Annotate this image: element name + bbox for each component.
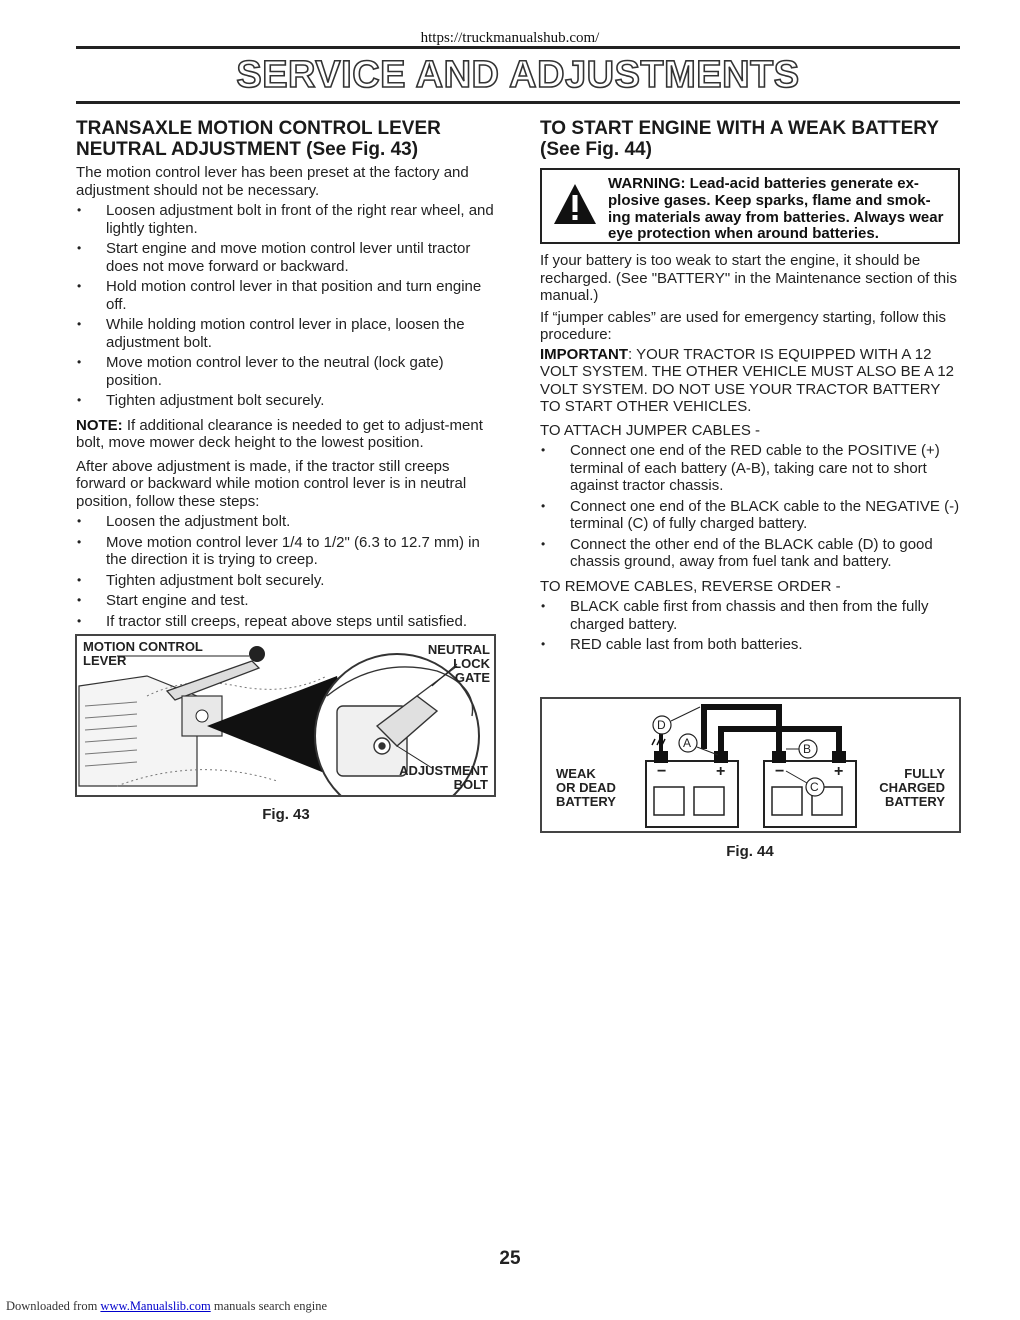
footer-suffix: manuals search engine [210, 1299, 327, 1313]
creep-steps [76, 513, 496, 630]
list-item: • Move motion control lever 1/4 to 1/2" (6.3 to 12.7 mm) in the direction it is trying to creep. [76, 534, 496, 569]
list-item: • Start engine and move motion control lever until tractor does not move forward or backward. [76, 240, 496, 275]
creep-paragraph: After above adjustment is made, if the tractor still creeps forward or backward while motion control lever is in neutral position, follow these steps: [76, 457, 467, 510]
figure-43 [75, 634, 496, 797]
note-label: NOTE: [76, 416, 123, 434]
intro-paragraph: The motion control lever has been preset at the factory and adjustment should not be necessary. [76, 164, 469, 199]
label-lever: LEVER [83, 653, 127, 668]
page-title: SERVICE AND ADJUSTMENTS [236, 54, 800, 96]
remove-steps [540, 598, 960, 654]
note-text: If additional clearance is needed to get to adjust-ment bolt, move mower deck height to the lowest position. [76, 416, 483, 451]
footer-prefix: Downloaded from [6, 1299, 101, 1313]
battery-heading-line2: (See Fig. 44) [540, 139, 652, 160]
list-item: • Start engine and test. [76, 592, 496, 610]
manualslib-link[interactable]: www.Manualslib.com [100, 1299, 211, 1313]
important-paragraph [540, 346, 960, 416]
list-item: • Hold motion control lever in that position and turn engine off. [76, 278, 496, 313]
important-label: IMPORTANT [540, 345, 629, 363]
full-battery-minus: − [775, 763, 785, 780]
fig44-caption: Fig. 44 [726, 843, 774, 860]
label-motion-control: MOTION CONTROL [83, 639, 203, 654]
footer [6, 1299, 327, 1314]
remove-heading: TO REMOVE CABLES, REVERSE ORDER - [540, 577, 841, 595]
page-number: 25 [499, 1248, 521, 1269]
adjustment-steps [76, 202, 496, 410]
weak-battery-plus: + [716, 763, 726, 780]
callout-a: A [683, 736, 692, 750]
warning-text: WARNING: Lead-acid batteries generate ex-plosive gases. Keep sparks, flame and smok-ing materials away from batteries. Always wear eye protection when around batteries. [608, 175, 944, 243]
label-neutral: NEUTRAL [427, 642, 490, 657]
left-column [76, 118, 496, 633]
recharge-paragraph: If your battery is too weak to start the engine, it should be recharged. (See "BATTERY" in the Maintenance section of this manual.) [540, 252, 957, 304]
label-full-battery: BATTERY [885, 794, 945, 809]
list-item: • If tractor still creeps, repeat above steps until satisfied. [76, 613, 496, 631]
section-heading-line2: NEUTRAL ADJUSTMENT (See Fig. 43) [76, 139, 419, 160]
attach-steps [540, 442, 960, 571]
warning-box [540, 168, 960, 244]
label-weak: WEAK [556, 766, 596, 781]
note-paragraph [76, 417, 496, 452]
full-battery-plus: + [834, 763, 844, 780]
label-fully: FULLY [904, 766, 945, 781]
list-item: • Connect the other end of the BLACK cable (D) to good chassis ground, away from fuel tank and battery. [540, 536, 960, 571]
jumper-cable-diagram [542, 699, 959, 831]
callout-d: D [657, 718, 666, 732]
section-heading-line1: TRANSAXLE MOTION CONTROL LEVER [76, 118, 441, 139]
label-adjustment: ADJUSTMENT [399, 763, 488, 778]
right-column [540, 118, 960, 657]
important-text: : YOUR TRACTOR IS EQUIPPED WITH A 12 VOLT SYSTEM. THE OTHER VEHICLE MUST ALSO BE A 12 VOLT SYSTEM. DO NOT USE YOUR TRACTOR BATTERY TO START OTHER VEHICLES. [540, 345, 955, 415]
jumper-paragraph: If “jumper cables” are used for emergency starting, follow this procedure: [540, 308, 947, 343]
list-item: • RED cable last from both batteries. [540, 636, 960, 654]
label-or-dead: OR DEAD [556, 780, 616, 795]
title-rule [76, 101, 960, 104]
label-gate: GATE [454, 670, 490, 685]
battery-heading-line1: TO START ENGINE WITH A WEAK BATTERY [540, 118, 939, 139]
source-url[interactable]: https://truckmanualshub.com/ [420, 30, 600, 46]
callout-b: B [803, 742, 812, 756]
list-item: • Connect one end of the BLACK cable to the NEGATIVE (-) terminal (C) of fully charged battery. [540, 498, 960, 533]
warning-triangle-icon [552, 182, 598, 226]
label-weak-battery: BATTERY [556, 794, 616, 809]
list-item: • Loosen the adjustment bolt. [76, 513, 496, 531]
fig43-caption: Fig. 43 [262, 806, 310, 823]
label-charged: CHARGED [879, 780, 945, 795]
top-rule [76, 46, 960, 49]
attach-heading: TO ATTACH JUMPER CABLES - [540, 421, 761, 439]
list-item: • Loosen adjustment bolt in front of the right rear wheel, and lightly tighten. [76, 202, 496, 237]
label-bolt: BOLT [453, 777, 488, 792]
list-item: • Connect one end of the RED cable to the POSITIVE (+) terminal of each battery (A-B), taking care not to short against tractor chassis. [540, 442, 960, 495]
label-lock: LOCK [453, 656, 490, 671]
weak-battery-minus: − [657, 763, 667, 780]
figure-44 [540, 697, 961, 833]
list-item: • While holding motion control lever in place, loosen the adjustment bolt. [76, 316, 496, 351]
list-item: • Tighten adjustment bolt securely. [76, 392, 496, 410]
list-item: • Tighten adjustment bolt securely. [76, 572, 496, 590]
list-item: • Move motion control lever to the neutral (lock gate) position. [76, 354, 496, 389]
callout-c: C [810, 780, 819, 794]
list-item: • BLACK cable first from chassis and then from the fully charged battery. [540, 598, 960, 633]
